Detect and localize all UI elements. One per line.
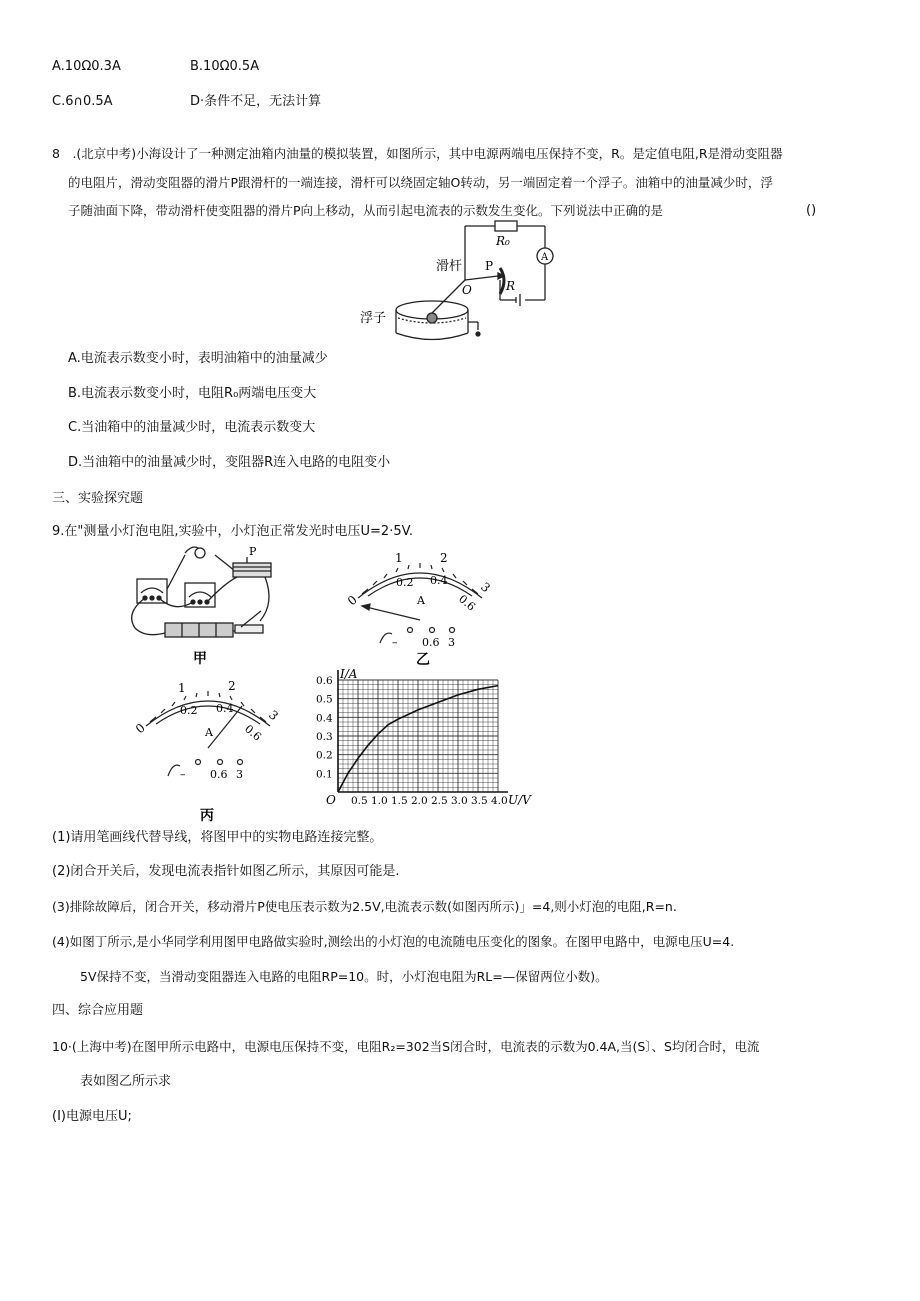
bing-terminal-minus: – — [180, 768, 186, 781]
x-tick-label: 4.0 — [491, 795, 508, 806]
bing-scale-2: 2 — [228, 679, 236, 693]
bing-scale-1: 1 — [178, 681, 186, 695]
fig-jia-label: 甲 — [193, 651, 207, 667]
fig8-label-r: R — [506, 279, 516, 293]
bing-scale-3: 3 — [266, 707, 281, 724]
chart-xlabel: U/V — [508, 793, 531, 806]
x-tick-label: 2.5 — [431, 795, 448, 806]
q7-option-a: A.10Ω0.3A — [52, 59, 121, 74]
yi-scale-3: 3 — [478, 579, 493, 596]
q8-option-c: C.当油箱中的油量减少时，电流表示数变大 — [68, 420, 316, 435]
oil-tank-circuit-figure — [360, 218, 570, 348]
rheostat-icon — [233, 563, 271, 577]
q9-sub3: (3)排除故障后，闭合开关，移动滑片P使电压表示数为2.5V,电流表示数(如图丙所示)」=4,则小灯泡的电阻,R=n. — [52, 899, 677, 914]
x-tick-label: 2.0 — [411, 795, 428, 806]
q10-stem-line1: 10·(上海中考)在图甲所示电路中，电源电压保持不变，电阻R₂=302当S闭合时，电流表的示数为0.4A,当(S〕、S均闭合时，电流 — [52, 1039, 760, 1054]
bing-scale-0: 0 — [132, 720, 148, 737]
bulb-icon — [195, 548, 205, 558]
x-tick-label: 3.0 — [451, 795, 468, 806]
q8-stem-line1: 8 .(北京中考)小海设计了一种测定油箱内油量的模拟装置，如图所示，其中电源两端电压保持不变，R。是定值电阻,R是滑动变阻器 — [52, 146, 783, 161]
q8-stem-line3: 子随油面下降，带动滑杆使变阻器的滑片P向上移动，从而引起电流表的示数发生变化。下列说法中正确的是 — [68, 203, 664, 218]
bing-scale-0-2: 0.2 — [180, 704, 198, 717]
q9-intro: 9.在"测量小灯泡电阻,实验中，小灯泡正常发光时电压U=2·5V. — [52, 524, 413, 539]
x-tick-label: 1.0 — [371, 795, 388, 806]
q7-option-b: B.10Ω0.5A — [190, 59, 260, 74]
y-tick-label: 0.4 — [316, 712, 333, 725]
switch-icon — [235, 625, 263, 633]
needle — [362, 606, 420, 620]
yi-terminal-minus: – — [392, 636, 398, 649]
fig8-label-o: O — [462, 283, 472, 297]
q7-option-c: C.6∩0.5A — [52, 94, 113, 109]
yi-scale-0: 0 — [344, 592, 360, 609]
x-tick-label: 3.5 — [471, 795, 488, 806]
fig8-label-r0: R₀ — [496, 234, 510, 248]
q9-sub4-line1: (4)如图丁所示,是小华同学利用图甲电路做实验时,测绘出的小灯泡的电流随电压变化的图象。在图甲电路中，电源电压U=4. — [52, 934, 735, 949]
fig-jia-physical-circuit — [125, 543, 280, 668]
q8-option-d: D.当油箱中的油量减少时，变阻器R连入电路的电阻变小 — [68, 455, 391, 470]
bing-terminal-3: 3 — [236, 768, 243, 781]
section-3-heading: 三、实验探究题 — [52, 491, 144, 506]
chart-ylabel: I/A — [340, 667, 358, 681]
yi-scale-0-2: 0.2 — [396, 576, 414, 589]
x-tick-label: 0.5 — [351, 795, 368, 806]
fig-yi-label: 乙 — [416, 652, 430, 668]
q10-sub1: (I)电源电压U; — [52, 1109, 132, 1124]
q7-option-d: D·条件不足，无法计算 — [190, 94, 322, 109]
fig8-label-float: 浮子 — [360, 311, 387, 326]
q9-sub1: (1)请用笔画线代替导线，将图甲中的实物电路连接完整。 — [52, 830, 383, 845]
y-tick-label: 0.2 — [316, 749, 333, 762]
q10-stem-line2: 表如图乙所示求 — [80, 1074, 172, 1089]
yi-scale-0-4: 0.4 — [430, 574, 448, 587]
y-tick-label: 0.1 — [316, 768, 333, 781]
y-tick-label: 0.5 — [316, 693, 333, 706]
q8-option-b: B.电流表示数变小时，电阻R₀两端电压变大 — [68, 386, 317, 401]
q9-sub2: (2)闭合开关后，发现电流表指针如图乙所示，其原因可能是. — [52, 864, 400, 879]
yi-terminal-3: 3 — [448, 636, 455, 649]
q8-answer-bracket: () — [806, 203, 817, 218]
yi-meter-letter: A — [417, 594, 425, 607]
fig8-label-p: P — [485, 259, 494, 273]
r0-resistor — [495, 221, 517, 231]
q8-stem-line2: 的电阻片，滑动变阻器的滑片P跟滑杆的一端连接，滑杆可以绕固定轴O转动，另一端固定着一个浮子。油箱中的油量减少时，浮 — [68, 175, 773, 190]
fig-jia-p-label: P — [249, 545, 257, 558]
x-tick-label: 1.5 — [391, 795, 408, 806]
fig-bing-ammeter-dial — [128, 676, 288, 826]
yi-scale-1: 1 — [395, 551, 403, 565]
y-tick-label: 0.3 — [316, 731, 333, 743]
fig-bing-label: 丙 — [200, 808, 214, 824]
chart-origin-label: O — [326, 793, 336, 806]
fig8-label-slider: 滑杆 — [436, 259, 463, 274]
fig-yi-ammeter-dial — [340, 548, 500, 668]
section-4-heading: 四、综合应用题 — [52, 1003, 144, 1018]
chart-grid — [338, 680, 498, 792]
q9-sub4-line2: 5V保持不变，当滑动变阻器连入电路的电阻RP=10。时，小灯泡电阻为RL=—保留两位小数)。 — [80, 969, 608, 984]
bing-meter-letter: A — [205, 726, 213, 739]
y-tick-label: 0.6 — [316, 675, 333, 687]
q8-option-a: A.电流表示数变小时，表明油箱中的油量减少 — [68, 351, 328, 366]
bing-scale-0-4: 0.4 — [216, 702, 234, 715]
yi-scale-2: 2 — [440, 551, 448, 565]
fig8-label-ammeter: A — [541, 252, 549, 263]
iu-chart — [308, 656, 538, 806]
float-ball — [427, 313, 437, 323]
bing-terminal-0-6: 0.6 — [210, 768, 228, 781]
bing-scale-0-6: 0.6 — [242, 722, 264, 744]
yi-scale-0-6: 0.6 — [456, 592, 478, 614]
yi-terminal-0-6: 0.6 — [422, 636, 440, 649]
